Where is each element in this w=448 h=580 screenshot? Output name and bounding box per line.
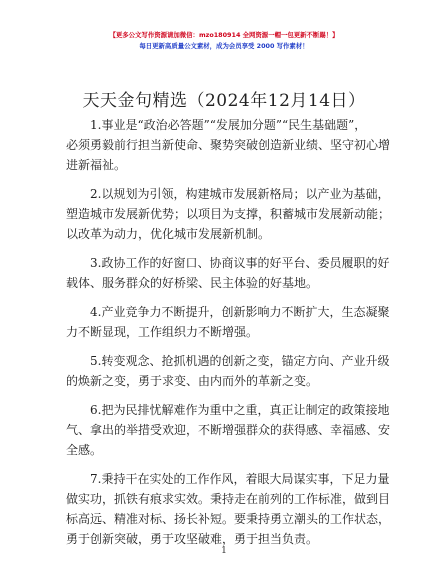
paragraph-1: [66, 115, 392, 175]
paragraph-3: [66, 253, 392, 293]
paragraph-line: 全感。: [66, 443, 103, 457]
paragraph-line: 4.产业竞争力不断提升，创新影响力不断扩大，生态凝聚: [90, 305, 390, 319]
paragraph-line: 7.秉持干在实处的工作作风，着眼大局谋实事，下足力量: [90, 472, 390, 486]
paragraph-line: 1.事业是“政治必答题”“发展加分题”“民生基础题”，: [90, 118, 367, 132]
paragraph-line: 必须勇毅前行担当新使命、聚势突破创造新业绩、坚守初心增: [66, 138, 391, 152]
paragraph-line: 的焕新之变，勇于求变、由内而外的革新之变。: [66, 374, 319, 388]
promo-banner: [0, 30, 448, 52]
paragraph-line: 做实功，抓铁有痕求实效。秉持走在前列的工作标准，做到目: [66, 492, 391, 506]
paragraph-line: 标高远、精准对标、扬长补短。要秉持勇立潮头的工作状态，: [66, 512, 391, 526]
paragraph-line: 载体、服务群众的好桥梁、民主体验的好基地。: [66, 276, 319, 290]
paragraph-2: [66, 184, 392, 244]
page-number: 1: [221, 546, 227, 556]
promo-banner-line-1: 【更多公文写作资源请加微信：mzo180914 全网资源一帽一包更新不断踢！】: [109, 31, 339, 39]
paragraph-line: 以改革为动力，优化城市发展新机制。: [66, 227, 271, 241]
paragraph-line: 6.把为民排忧解难作为重中之重，真正让制定的政策接地: [90, 403, 390, 417]
paragraph-line: 2.以规划为引领，构建城市发展新格局；以产业为基础，: [90, 187, 390, 201]
paragraph-6: [66, 400, 392, 460]
paragraph-7: [66, 469, 392, 549]
paragraph-line: 5.转变观念、抢抓机遇的创新之变，锚定方向、产业升级: [90, 354, 390, 368]
paragraph-line: 3.政协工作的好窗口、协商议事的好平台、委员履职的好: [90, 256, 390, 270]
paragraph-line: 塑造城市发展新优势；以项目为支撑，积蓄城市发展新动能；: [66, 207, 391, 221]
paragraph-5: [66, 351, 392, 391]
promo-banner-line-2: 每日更新高质量公文素材，成为会员享受 2000 写作素材！: [139, 42, 309, 50]
paragraph-line: 勇于创新突破，勇于攻坚破难，勇于担当负责。: [66, 532, 319, 546]
page-title: 天天金句精选（2024年12月14日）: [82, 91, 366, 111]
paragraph-line: 进新福祉。: [66, 158, 127, 172]
document-body: [66, 115, 392, 558]
paragraph-line: 力不断显现，工作组织力不断增强。: [66, 325, 259, 339]
paragraph-4: [66, 302, 392, 342]
paragraph-line: 气、拿出的举措受欢迎，不断增强群众的获得感、幸福感、安: [66, 423, 391, 437]
